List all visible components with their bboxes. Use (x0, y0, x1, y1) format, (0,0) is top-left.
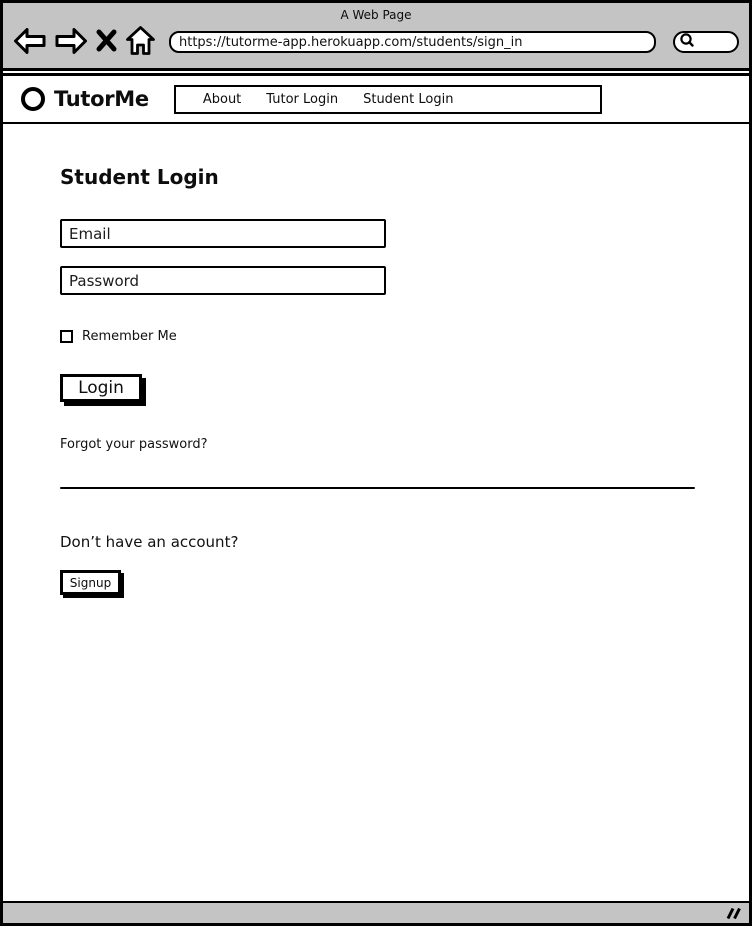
remember-me-label: Remember Me (82, 329, 177, 344)
home-icon (125, 25, 156, 59)
back-button[interactable] (13, 26, 47, 59)
forgot-password-link[interactable]: Forgot your password? (60, 437, 208, 452)
page-title: Student Login (60, 165, 219, 189)
url-bar[interactable] (169, 31, 656, 53)
main-nav (174, 85, 602, 114)
status-bar (3, 901, 749, 923)
forward-arrow-icon (54, 26, 88, 59)
close-button[interactable] (95, 27, 118, 57)
search-box[interactable] (673, 31, 739, 53)
x-mark-icon (95, 27, 118, 57)
browser-chrome (3, 3, 749, 71)
login-form-area (3, 165, 749, 595)
section-divider (60, 487, 695, 489)
home-button[interactable] (125, 25, 156, 59)
back-arrow-icon (13, 26, 47, 59)
remember-me-row (60, 329, 749, 344)
password-input[interactable] (60, 266, 386, 295)
url-text: https://tutorme-app.herokuapp.com/students/sign_in (179, 34, 523, 50)
resize-grip-icon[interactable] (725, 907, 742, 920)
tutorme-logo-icon (21, 87, 45, 111)
signup-prompt: Don’t have an account? (60, 533, 239, 551)
login-button[interactable]: Login (60, 374, 142, 402)
site-header (3, 76, 749, 124)
browser-window-title: A Web Page (340, 8, 412, 22)
search-icon (679, 32, 696, 53)
browser-toolbar (13, 25, 739, 59)
brand-name: TutorMe (54, 87, 149, 111)
signup-button[interactable]: Signup (60, 570, 121, 595)
forward-button[interactable] (54, 26, 88, 59)
remember-me-checkbox[interactable] (60, 330, 73, 343)
nav-item-student-login[interactable]: Student Login (363, 91, 454, 107)
nav-item-about[interactable]: About (202, 91, 242, 107)
page-content-window (3, 73, 749, 595)
email-input[interactable] (60, 219, 386, 248)
nav-item-tutor-login[interactable]: Tutor Login (266, 91, 339, 107)
